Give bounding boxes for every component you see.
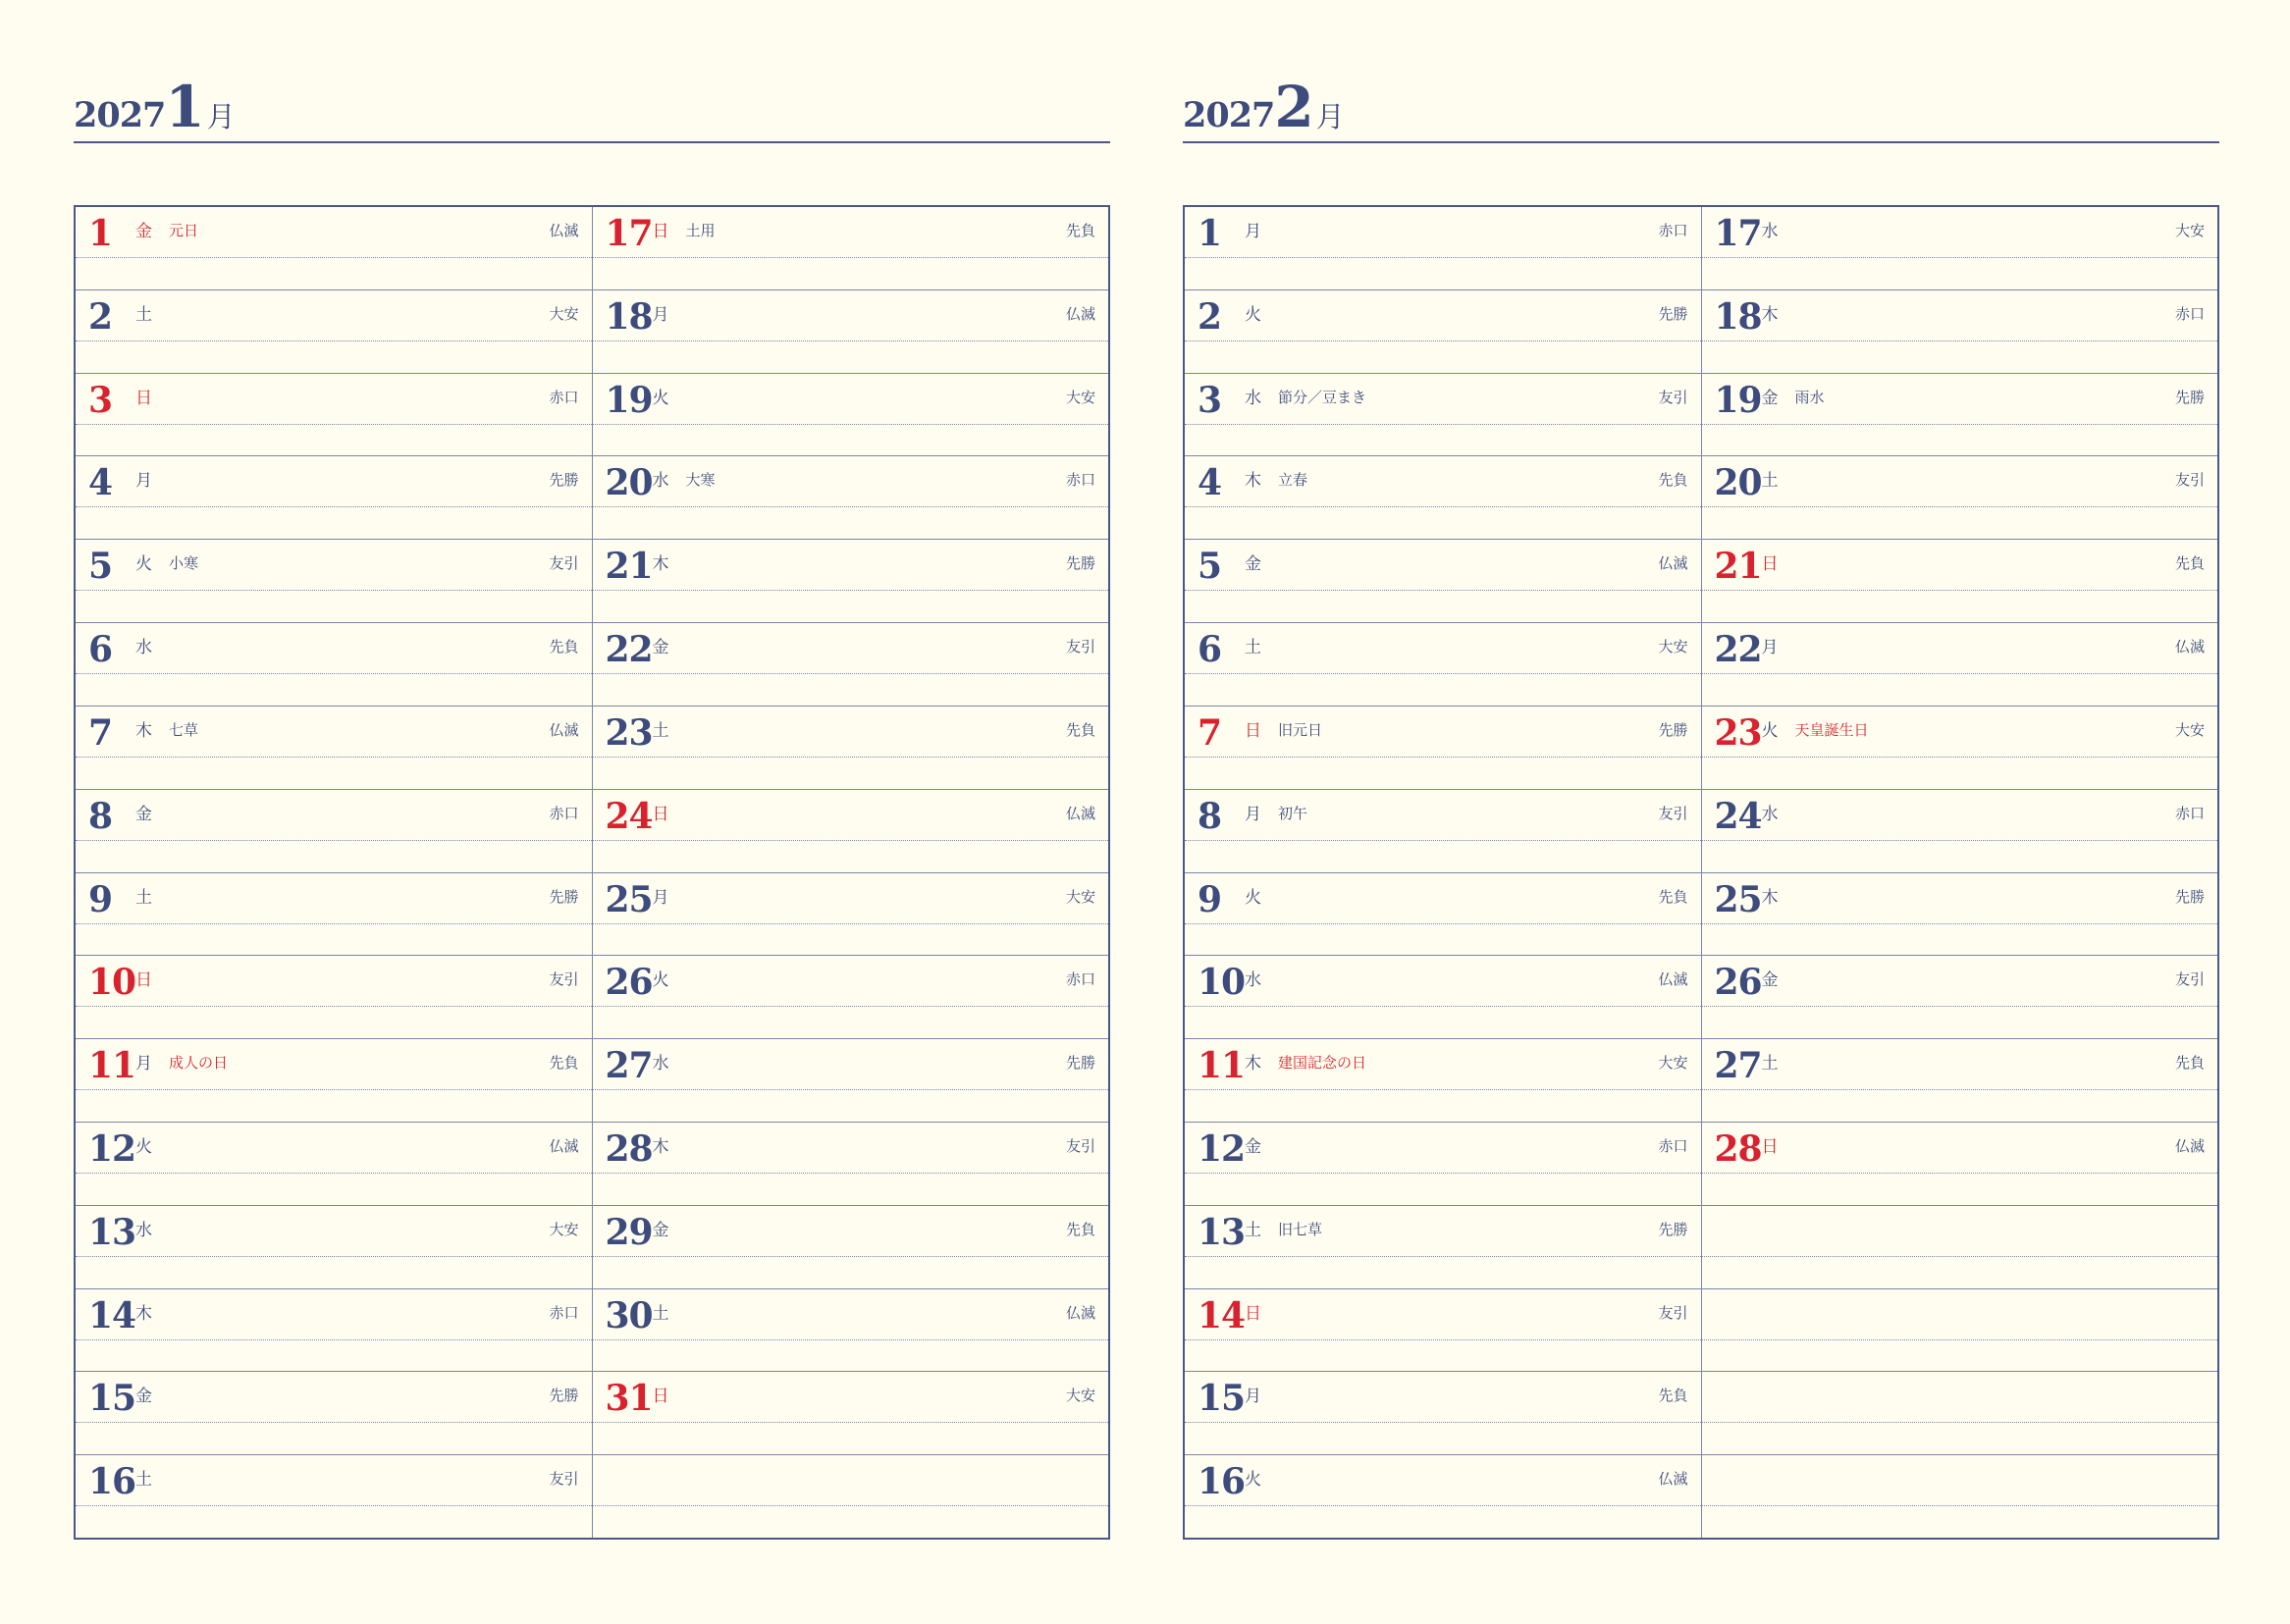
day-row [1702,1039,2218,1123]
weekday-label: 日 [1761,1136,1779,1157]
day-row [1185,207,1701,290]
event-label: 建国記念の日 [1278,1054,1367,1073]
day-row [76,1372,592,1455]
day-row [1185,290,1701,374]
weekday-label: 日 [1245,720,1261,741]
rokuyo-label: 先負 [549,638,579,656]
rokuyo-label: 仏滅 [1065,304,1095,323]
weekday-label: 土 [1245,638,1261,658]
weekday-label: 火 [135,1136,152,1157]
weekday-label: 木 [135,1303,152,1324]
day-row [1185,1123,1701,1206]
weekday-label: 火 [135,554,152,575]
day-row [1185,540,1701,623]
day-row [76,207,592,290]
rokuyo-label: 大安 [1658,638,1688,656]
day-row [1702,1123,2218,1206]
day-row [1702,290,2218,374]
rokuyo-label: 先勝 [2174,887,2205,906]
weekday-label: 金 [652,1220,669,1240]
day-row [593,623,1109,707]
weekday-label: 水 [1245,970,1261,991]
weekday-label: 日 [1761,554,1779,575]
weekday-label: 土 [652,720,669,741]
day-row [76,1289,592,1373]
day-number: 2 [1198,295,1222,338]
rokuyo-label: 仏滅 [1658,970,1688,989]
weekday-label: 土 [1761,1054,1779,1074]
day-row [1185,456,1701,540]
day-row [593,1206,1109,1289]
weekday-label: 火 [652,388,669,408]
rokuyo-label: 先勝 [1658,304,1688,323]
rokuyo-label: 先勝 [549,1387,579,1405]
day-number: 22 [605,629,653,671]
month-unit: 月 [1315,100,1345,133]
day-row [76,1039,592,1123]
weekday-label: 金 [135,1387,152,1407]
rokuyo-label: 先勝 [1658,1220,1688,1238]
day-number: 5 [1198,546,1222,588]
day-row [1702,456,2218,540]
day-number: 21 [605,546,653,588]
day-number: 15 [1198,1378,1246,1420]
weekday-label: 金 [652,638,669,658]
day-column-right [1702,207,2218,1538]
event-label: 雨水 [1794,388,1825,406]
day-row [1185,790,1701,873]
day-number: 16 [88,1461,136,1503]
weekday-label: 金 [135,804,152,824]
rokuyo-label: 先負 [2174,554,2205,573]
day-number: 24 [1714,795,1762,837]
weekday-label: 月 [1245,804,1261,824]
rokuyo-label: 赤口 [549,1303,579,1322]
day-row [1185,707,1701,790]
day-row [593,956,1109,1039]
weekday-label: 金 [1761,970,1779,991]
event-label: 七草 [169,720,199,739]
day-column-left [76,207,593,1538]
day-row [76,456,592,540]
weekday-label: 水 [135,1220,152,1240]
rokuyo-label: 友引 [2174,471,2205,490]
day-number: 10 [1198,962,1246,1004]
day-row [1185,1372,1701,1455]
day-number: 30 [605,1294,653,1336]
day-number: 2 [88,295,113,338]
rokuyo-label: 友引 [1065,1136,1095,1155]
day-number: 17 [1714,213,1762,254]
day-row [1185,956,1701,1039]
day-number: 25 [1714,878,1762,920]
weekday-label: 土 [1245,1220,1261,1240]
weekday-label: 土 [135,887,152,908]
weekday-label: 木 [1245,1054,1261,1074]
month-unit: 月 [206,100,236,133]
weekday-label: 火 [1245,304,1261,325]
day-number: 15 [88,1378,136,1420]
weekday-label: 月 [1245,222,1261,241]
day-number: 11 [1198,1045,1246,1087]
weekday-label: 日 [652,804,669,824]
empty-row [1702,1372,2218,1455]
day-row [593,290,1109,374]
rokuyo-label: 先勝 [1658,720,1688,739]
day-row [76,790,592,873]
rokuyo-label: 大安 [1065,388,1095,406]
rokuyo-label: 大安 [549,304,579,323]
rokuyo-label: 友引 [549,554,579,573]
rokuyo-label: 先負 [549,1054,579,1073]
day-number: 14 [1198,1294,1246,1336]
day-number: 20 [1714,462,1762,504]
day-row [1185,873,1701,957]
day-number: 8 [88,795,113,837]
rokuyo-label: 仏滅 [2174,1136,2205,1155]
day-row [76,956,592,1039]
day-row [1185,1206,1701,1289]
rokuyo-label: 赤口 [2174,304,2205,323]
day-number: 19 [1714,379,1762,421]
day-number: 21 [1714,546,1762,588]
day-number: 9 [88,878,113,920]
weekday-label: 月 [135,1054,152,1074]
rokuyo-label: 先勝 [549,887,579,906]
day-row [593,790,1109,873]
rokuyo-label: 友引 [1658,388,1688,406]
weekday-label: 火 [1245,887,1261,908]
rokuyo-label: 仏滅 [549,222,579,239]
day-row [76,1206,592,1289]
day-row [1702,956,2218,1039]
day-number: 27 [605,1045,653,1087]
day-row [593,1372,1109,1455]
day-number: 27 [1714,1045,1762,1087]
rokuyo-label: 仏滅 [1065,1303,1095,1322]
rokuyo-label: 大安 [1065,1387,1095,1405]
day-number: 26 [1714,962,1762,1004]
day-row [76,1455,592,1538]
day-number: 23 [605,711,653,754]
rokuyo-label: 赤口 [1065,471,1095,490]
day-row [1702,374,2218,457]
rokuyo-label: 赤口 [2174,804,2205,822]
weekday-label: 火 [1761,720,1779,741]
rokuyo-label: 先負 [1065,1220,1095,1238]
event-label: 元日 [169,222,199,239]
rokuyo-label: 赤口 [549,804,579,822]
rokuyo-label: 先勝 [1065,554,1095,573]
weekday-label: 水 [1761,804,1779,824]
rokuyo-label: 先負 [1658,1387,1688,1405]
weekday-label: 木 [135,720,152,741]
rokuyo-label: 友引 [1658,1303,1688,1322]
weekday-label: 木 [1761,887,1779,908]
rokuyo-label: 友引 [549,970,579,989]
day-number: 1 [1198,213,1222,254]
day-number: 23 [1714,711,1762,754]
rokuyo-label: 先勝 [2174,388,2205,406]
day-row [1702,707,2218,790]
month-title [1183,74,1345,140]
day-row [1702,873,2218,957]
weekday-label: 月 [1245,1387,1261,1407]
day-row [593,707,1109,790]
event-label: 小寒 [169,554,199,573]
rokuyo-label: 赤口 [1658,222,1688,239]
weekday-label: 月 [652,304,669,325]
rokuyo-label: 赤口 [1658,1136,1688,1155]
month-header [1183,0,2219,143]
day-number: 9 [1198,878,1222,920]
weekday-label: 月 [135,471,152,492]
day-number: 16 [1198,1461,1246,1503]
day-number: 14 [88,1294,136,1336]
rokuyo-label: 先負 [1658,471,1688,490]
weekday-label: 土 [135,304,152,325]
rokuyo-label: 大安 [549,1220,579,1238]
day-number: 28 [1714,1127,1762,1170]
day-number: 13 [1198,1211,1246,1253]
rokuyo-label: 大安 [2174,720,2205,739]
month-number: 2 [1274,74,1314,140]
day-number: 6 [1198,629,1222,671]
day-number: 13 [88,1211,136,1253]
day-number: 18 [1714,295,1762,338]
day-number: 10 [88,962,136,1004]
calendar-grid [74,205,1110,1540]
day-number: 7 [88,711,113,754]
weekday-label: 日 [135,970,152,991]
event-label: 旧元日 [1278,720,1323,739]
day-row [76,873,592,957]
rokuyo-label: 赤口 [1065,970,1095,989]
day-number: 20 [605,462,653,504]
rokuyo-label: 仏滅 [549,720,579,739]
day-row [76,623,592,707]
rokuyo-label: 先負 [1065,720,1095,739]
weekday-label: 金 [1245,1136,1261,1157]
rokuyo-label: 先負 [1658,887,1688,906]
weekday-label: 月 [1761,638,1779,658]
day-number: 6 [88,629,113,671]
day-row [1185,374,1701,457]
weekday-label: 日 [652,1387,669,1407]
rokuyo-label: 大安 [2174,222,2205,239]
day-row [1702,540,2218,623]
weekday-label: 水 [1245,388,1261,408]
weekday-label: 水 [135,638,152,658]
month-header [74,0,1110,143]
day-number: 7 [1198,711,1222,754]
rokuyo-label: 赤口 [549,388,579,406]
day-row [76,540,592,623]
day-row [76,707,592,790]
day-number: 3 [1198,379,1222,421]
day-row [1185,623,1701,707]
day-row [593,540,1109,623]
weekday-label: 水 [1761,222,1779,241]
day-number: 29 [605,1211,653,1253]
rokuyo-label: 大安 [1065,887,1095,906]
day-number: 28 [605,1127,653,1170]
weekday-label: 火 [652,970,669,991]
weekday-label: 金 [135,222,152,241]
day-row [593,456,1109,540]
rokuyo-label: 先勝 [549,471,579,490]
day-row [1702,623,2218,707]
weekday-label: 日 [1245,1303,1261,1324]
day-number: 22 [1714,629,1762,671]
day-number: 18 [605,295,653,338]
empty-row [1702,1289,2218,1373]
day-number: 4 [1198,462,1222,504]
day-row [1185,1039,1701,1123]
rokuyo-label: 先勝 [1065,1054,1095,1073]
event-label: 節分／豆まき [1278,388,1367,406]
event-label: 成人の日 [169,1054,229,1073]
rokuyo-label: 仏滅 [1065,804,1095,822]
empty-row [1702,1206,2218,1289]
day-row [76,290,592,374]
rokuyo-label: 大安 [1658,1054,1688,1073]
rokuyo-label: 友引 [1065,638,1095,656]
day-row [593,873,1109,957]
day-number: 17 [605,213,653,254]
day-number: 26 [605,962,653,1004]
day-number: 8 [1198,795,1222,837]
event-label: 旧七草 [1278,1220,1323,1238]
rokuyo-label: 友引 [1658,804,1688,822]
rokuyo-label: 先負 [1065,222,1095,239]
month-number: 1 [165,74,205,140]
day-row [1702,207,2218,290]
rokuyo-label: 仏滅 [549,1136,579,1155]
day-row [593,374,1109,457]
weekday-label: 木 [1761,304,1779,325]
weekday-label: 水 [652,471,669,492]
month-year: 2027 [74,95,166,135]
weekday-label: 木 [652,1136,669,1157]
weekday-label: 金 [1245,554,1261,575]
day-number: 1 [88,213,113,254]
day-number: 4 [88,462,113,504]
day-row [593,1039,1109,1123]
day-row [76,374,592,457]
rokuyo-label: 仏滅 [1658,554,1688,573]
empty-row [593,1455,1109,1538]
event-label: 初午 [1278,804,1308,822]
rokuyo-label: 仏滅 [2174,638,2205,656]
day-number: 11 [88,1045,136,1087]
event-label: 天皇誕生日 [1794,720,1869,739]
day-number: 19 [605,379,653,421]
calendar-grid [1183,205,2219,1540]
month-title [74,74,236,140]
day-number: 25 [605,878,653,920]
empty-row [1702,1455,2218,1538]
rokuyo-label: 先負 [2174,1054,2205,1073]
rokuyo-label: 仏滅 [1658,1470,1688,1489]
day-number: 12 [88,1127,136,1170]
weekday-label: 木 [1245,471,1261,492]
event-label: 土用 [685,222,716,239]
day-row [1185,1455,1701,1538]
day-number: 12 [1198,1127,1246,1170]
day-column-right [593,207,1109,1538]
day-row [1702,790,2218,873]
rokuyo-label: 友引 [549,1470,579,1489]
day-column-left [1185,207,1702,1538]
weekday-label: 火 [1245,1470,1261,1491]
weekday-label: 月 [652,887,669,908]
day-number: 3 [88,379,113,421]
weekday-label: 水 [652,1054,669,1074]
day-number: 31 [605,1378,653,1420]
day-row [76,1123,592,1206]
weekday-label: 土 [135,1470,152,1491]
weekday-label: 土 [652,1303,669,1324]
day-number: 5 [88,546,113,588]
weekday-label: 金 [1761,388,1779,408]
weekday-label: 日 [652,222,669,241]
event-label: 大寒 [685,471,716,490]
day-row [1185,1289,1701,1373]
weekday-label: 日 [135,388,152,408]
day-number: 24 [605,795,653,837]
weekday-label: 木 [652,554,669,575]
day-row [593,1123,1109,1206]
event-label: 立春 [1278,471,1308,490]
day-row [593,207,1109,290]
day-row [593,1289,1109,1373]
rokuyo-label: 友引 [2174,970,2205,989]
weekday-label: 土 [1761,471,1779,492]
month-year: 2027 [1183,95,1275,135]
